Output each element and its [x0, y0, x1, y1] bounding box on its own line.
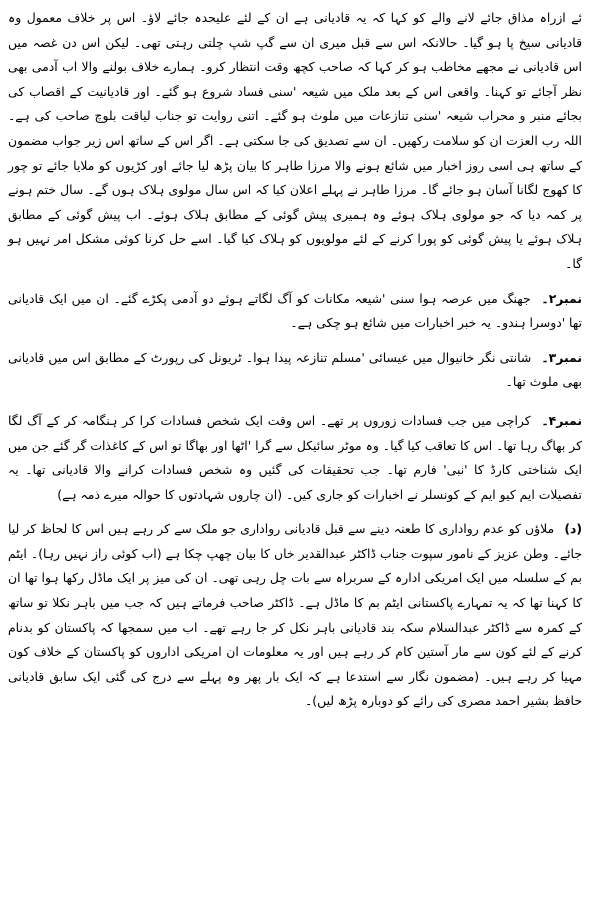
paragraph-item-d — [8, 517, 582, 714]
urdu-document-page — [8, 6, 582, 908]
paragraph-text: ملاؤں کو عدم رواداری کا طعنہ دینے سے قبل قادیانی رواداری جو ملک سے کر رہے ہیں اس کا لحاظ کر لیا جائے۔ وطن عزیز کے نامور سپوت جناب ڈاکٹر عبدالقدیر خاں کا بیان چھپ چکا ہے (اب کوئی راز نہیں رہا)۔ ایٹم بم کے سلسلہ میں ایک امریکی ادارہ کے سربراہ سے بات چل رہی تھی۔ ان کی میز پر ایک ماڈل رکھا ہوا تھا ان کا کہنا تھا کہ یہ تمہارے پاکستانی ایٹم بم کا ماڈل ہے۔ ڈاکٹر صاحب فرماتے ہیں کہ جب میں باہر نکلا تو ساتھ کے کمرہ سے ڈاکٹر عبدالسلام سکہ بند قادیانی باہر نکل کر جا رہے تھے۔ اب میں سمجھا کہ پاکستان کو بدنام کرنے کے لئے کون سے مار آستین کام کر رہے ہیں اور یہ معلومات ان امریکی اداروں کو پاکستان کے خلاف کون مہیا کر رہے ہیں۔ (مضمون نگار سے استدعا ہے کہ ایک بار پھر وہ پہلے سے درج کی گئی ایک سابق قادیانی حافظ بشیر احمد مصری کی رائے کو دوبارہ پڑھ لیں)۔ — [8, 521, 582, 709]
paragraph-item-2 — [8, 287, 582, 336]
paragraph-text: ئے ازراہ مذاق جائے لانے والے کو کہا کہ یہ قادیانی ہے ان کے لئے علیحدہ جائے لاؤ۔ اس پر خلاف معمول وہ قادیانی سیخ پا ہو گیا۔ حالانکہ اس سے قبل میری ان سے گپ شپ چلتی رہتی تھی۔ لیکن اس دن غصہ میں اس قادیانی نے مجھے مخاطب ہو کر کہا کہ صاحب کچھ وقت انتظار کرو۔ ہمارے خلاف بولنے والا اب آدمی بھی نظر آجائے تو کہنا۔ واقعی اس کے بعد ملک میں شیعہ 'سنی فساد شروع ہو گئے۔ اور قادیانیت کے اقصاب کی بجائے منبر و محراب شیعہ 'سنی تنازعات میں ملوث ہو گئے۔ اتنی روایت تو جناب لیاقت بلوچ صاحب کی ہے۔ اللہ رب العزت ان کو سلامت رکھیں۔ ان سے تصدیق کی جا سکتی ہے۔ اگر اس کے ساتھ اس زیر جواب مضمون کے ساتھ ہی اسی روز اخبار میں شائع ہونے والا مرزا طاہر کا بیان پڑھ لیا جائے اور کڑیوں کو ملایا جائے تو چور کا کھوج لگانا آسان ہو جائے گا۔ مرزا طاہر نے پہلے اعلان کیا کہ اس سال مولوی ہلاک ہوں گے۔ سال ختم ہونے پر کمہ دیا کہ جو مولوی ہلاک ہوئے وہ ہمیری پیش گوئی کے مطابق ہلاک ہوئے۔ اب پیش گوئی کے مطابق ہلاک ہوئے یا پیش گوئی کو پورا کرنے کے لئے مولویوں کو ہلاک کیا گیا۔ اسے حل کرنا کوئی مشکل امر نہیں ہو گا۔ — [8, 10, 582, 271]
paragraph-text: جھنگ میں عرصہ ہوا سنی 'شیعہ مکانات کو آگ لگاتے ہوئے دو آدمی پکڑے گئے۔ ان میں ایک قادیانی تھا 'دوسرا ہندو۔ یہ خبر اخبارات میں شائع ہو چکی ہے۔ — [8, 290, 582, 331]
item-number-label: نمبر۴۔ — [541, 412, 582, 428]
paragraph-opening — [8, 6, 582, 277]
item-number-label: نمبر۳۔ — [541, 349, 582, 365]
paragraph-item-3 — [8, 346, 582, 395]
item-number-label: نمبر۲۔ — [541, 290, 582, 306]
item-letter-label: (د) — [564, 521, 582, 537]
paragraph-item-4 — [8, 409, 582, 507]
paragraph-text: شانتی نگر خانیوال میں عیسائی 'مسلم تنازعہ پیدا ہوا۔ ٹریونل کی رپورٹ کے مطابق اس میں قادیانی بھی ملوث تھا۔ — [8, 349, 582, 390]
paragraph-text: کراچی میں جب فسادات زوروں پر تھے۔ اس وقت ایک شخص فسادات کرا کر ہنگامہ کر کے آگ لگا کر بھاگ رہا تھا۔ اس کا تعاقب کیا گیا۔ وہ موٹر سائیکل سے گرا 'اٹھا اور بھاگا تو اس کے کاغذات گر گئے جن میں ایک شناختی کارڈ کا 'نبی' فارم تھا۔ جب تحقیقات کی گئیں وہ شخص فسادات کرانے والا قادیانی تھا۔ یہ تفصیلات ایم کیو ایم کے کونسلر نے اخبارات کو جاری کیں۔ (ان چاروں شہادتوں کا حوالہ میرے ذمہ ہے) — [8, 412, 582, 502]
